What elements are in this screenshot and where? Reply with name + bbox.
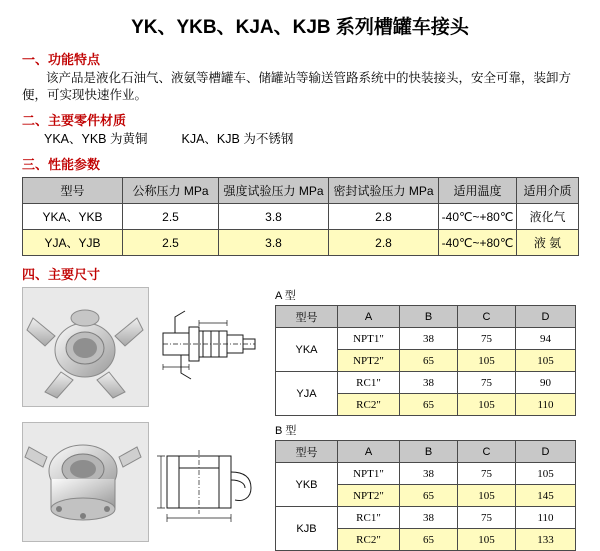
- table-row: [276, 372, 576, 394]
- dim-b-model: YKB: [276, 463, 338, 507]
- dimension-table-a: [275, 305, 576, 416]
- dimension-table-b: [275, 440, 576, 551]
- dimension-row-b: [22, 422, 600, 551]
- technical-drawing-b: [155, 422, 265, 540]
- perf-cell: -40℃~+80℃: [439, 204, 517, 230]
- dim-b-cell: 110: [516, 507, 576, 529]
- perf-cell: 2.8: [329, 204, 439, 230]
- product-photo-b: [22, 422, 149, 542]
- dim-a-cell: 105: [458, 350, 516, 372]
- perf-cell: 2.5: [123, 204, 219, 230]
- dim-b-header-cell: 型号: [276, 441, 338, 463]
- dimension-table-b-col: [275, 422, 576, 551]
- dim-a-cell: RC2": [338, 394, 400, 416]
- dim-b-cell: 133: [516, 529, 576, 551]
- technical-drawing-a: [155, 287, 265, 405]
- table-row: [276, 463, 576, 485]
- features-heading: 一、功能特点: [22, 52, 101, 67]
- dim-b-cell: 38: [400, 507, 458, 529]
- perf-cell: YJA、YJB: [23, 230, 123, 256]
- product-photo-a: [22, 287, 149, 407]
- dim-b-cell: 38: [400, 463, 458, 485]
- perf-cell: 2.8: [329, 230, 439, 256]
- performance-table: [22, 177, 579, 256]
- dim-b-cell: RC1": [338, 507, 400, 529]
- performance-table-wrap: [22, 177, 600, 256]
- dim-a-header-cell: A: [338, 306, 400, 328]
- perf-cell: 3.8: [219, 230, 329, 256]
- perf-header-cell: 强度试验压力 MPa: [219, 178, 329, 204]
- perf-header-cell: 适用介质: [517, 178, 579, 204]
- dim-a-cell: 65: [400, 394, 458, 416]
- dim-b-cell: NPT2": [338, 485, 400, 507]
- dim-b-cell: NPT1": [338, 463, 400, 485]
- table-header-row: [276, 441, 576, 463]
- dimension-table-a-col: [275, 287, 576, 416]
- features-paragraph: 该产品是液化石油气、液氨等槽罐车、储罐站等输送管路系统中的快装接头，安全可靠，装卸方便，可实现快速作业。: [22, 71, 572, 102]
- perf-header-cell: 型号: [23, 178, 123, 204]
- table-row: [23, 230, 579, 256]
- dim-a-header-cell: 型号: [276, 306, 338, 328]
- dim-b-cell: RC2": [338, 529, 400, 551]
- perf-cell: -40℃~+80℃: [439, 230, 517, 256]
- dim-b-cell: 105: [516, 463, 576, 485]
- dim-b-cell: 105: [458, 485, 516, 507]
- dim-a-header-cell: B: [400, 306, 458, 328]
- dimension-heading: 四、主要尺寸: [22, 267, 101, 282]
- dim-a-header-cell: D: [516, 306, 576, 328]
- type-a-label: A 型: [275, 290, 296, 302]
- dim-b-header-cell: C: [458, 441, 516, 463]
- performance-heading: 三、性能参数: [22, 157, 101, 172]
- table-row: [23, 204, 579, 230]
- dim-a-cell: RC1": [338, 372, 400, 394]
- perf-cell: 液 氨: [517, 230, 579, 256]
- table-header-row: [23, 178, 579, 204]
- perf-cell: 液化气: [517, 204, 579, 230]
- perf-cell: YKA、YKB: [23, 204, 123, 230]
- dim-a-cell: NPT2": [338, 350, 400, 372]
- dim-a-cell: 38: [400, 328, 458, 350]
- perf-header-cell: 密封试验压力 MPa: [329, 178, 439, 204]
- dim-a-model: YKA: [276, 328, 338, 372]
- material-lines: [44, 131, 578, 148]
- dim-a-cell: 65: [400, 350, 458, 372]
- dim-b-cell: 145: [516, 485, 576, 507]
- dimension-area: [22, 287, 600, 551]
- dim-a-cell: 105: [516, 350, 576, 372]
- dim-a-cell: 75: [458, 372, 516, 394]
- table-row: [276, 328, 576, 350]
- dim-a-cell: 90: [516, 372, 576, 394]
- dim-a-cell: 38: [400, 372, 458, 394]
- type-b-label: B 型: [275, 425, 297, 437]
- perf-header-cell: 适用温度: [439, 178, 517, 204]
- dim-a-cell: 110: [516, 394, 576, 416]
- dim-a-model: YJA: [276, 372, 338, 416]
- dim-a-cell: NPT1": [338, 328, 400, 350]
- table-row: [276, 507, 576, 529]
- dim-b-model: KJB: [276, 507, 338, 551]
- perf-header-cell: 公称压力 MPa: [123, 178, 219, 204]
- material-line-brass: YKA、YKB 为黄铜: [44, 132, 148, 146]
- dim-b-cell: 75: [458, 507, 516, 529]
- dim-a-header-cell: C: [458, 306, 516, 328]
- dim-a-cell: 105: [458, 394, 516, 416]
- dim-b-cell: 65: [400, 485, 458, 507]
- dimension-row-a: [22, 287, 600, 416]
- page-title: YK、YKB、KJA、KJB 系列槽罐车接头: [131, 17, 469, 38]
- perf-cell: 3.8: [219, 204, 329, 230]
- material-line-steel: KJA、KJB 为不锈钢: [181, 132, 294, 146]
- dim-b-cell: 65: [400, 529, 458, 551]
- perf-cell: 2.5: [123, 230, 219, 256]
- dim-b-cell: 75: [458, 463, 516, 485]
- dim-b-header-cell: A: [338, 441, 400, 463]
- table-header-row: [276, 306, 576, 328]
- dim-b-header-cell: B: [400, 441, 458, 463]
- dim-a-cell: 75: [458, 328, 516, 350]
- material-heading: 二、主要零件材质: [22, 113, 127, 128]
- dim-b-cell: 105: [458, 529, 516, 551]
- dim-b-header-cell: D: [516, 441, 576, 463]
- dim-a-cell: 94: [516, 328, 576, 350]
